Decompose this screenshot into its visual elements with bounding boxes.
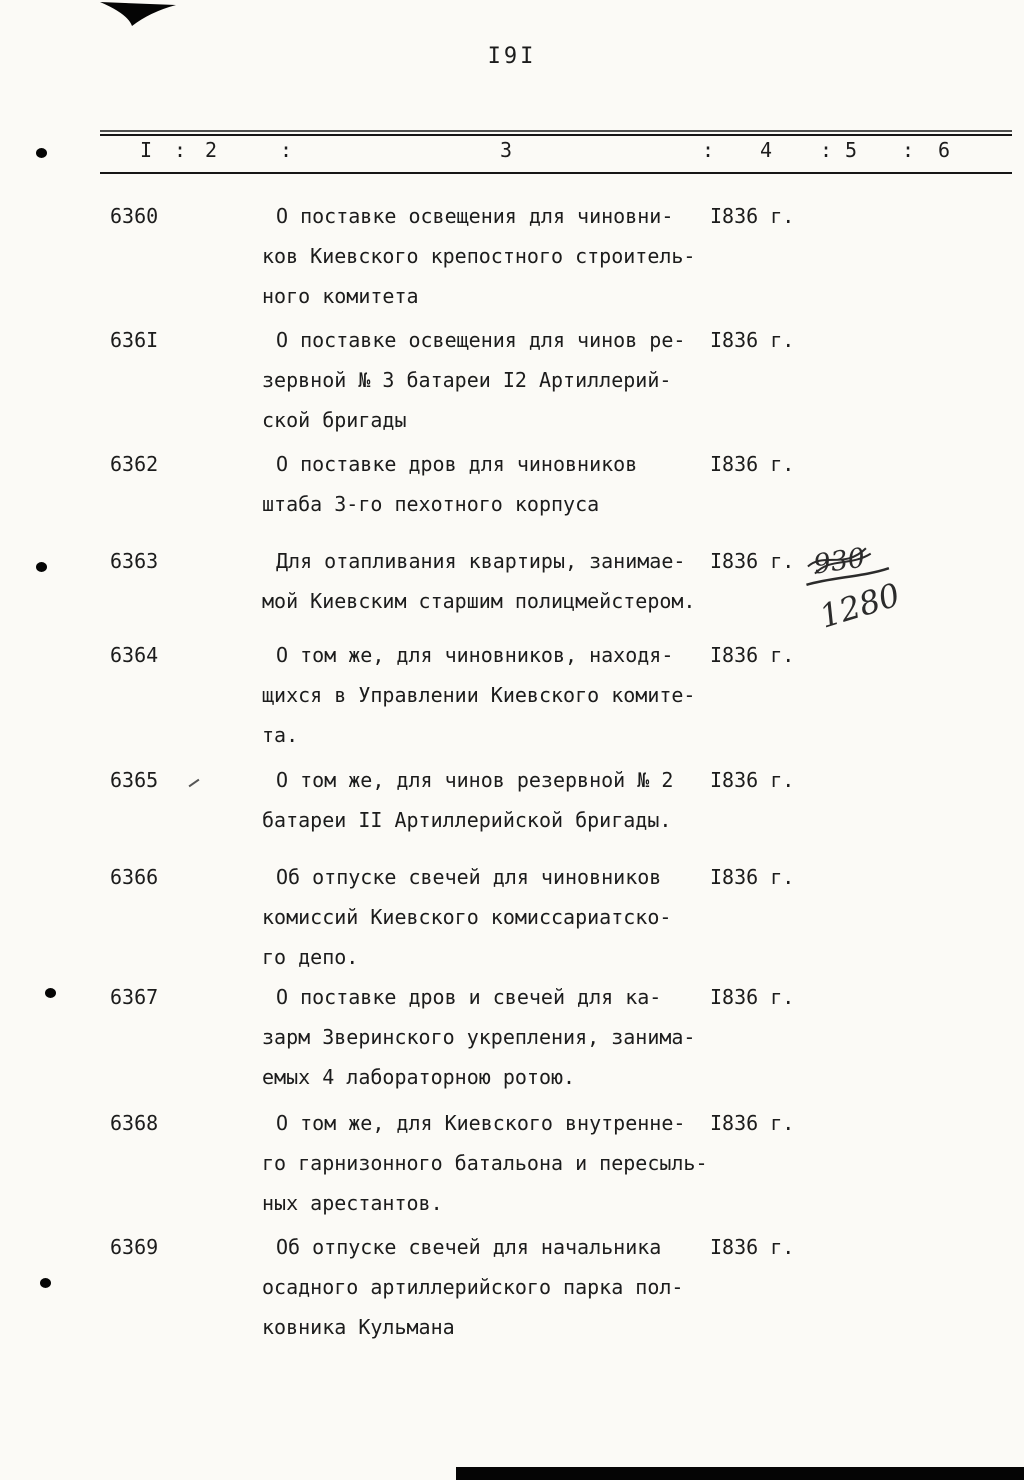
entry-year: I836 г.	[710, 768, 795, 792]
header-col-3: 3	[500, 138, 513, 162]
entry-number: 6363	[110, 549, 159, 573]
header-separator: :	[902, 138, 915, 162]
entry-row	[110, 1227, 795, 1347]
entry-number: 6369	[110, 1235, 159, 1259]
entry-row	[110, 977, 795, 1097]
entry-number: 6366	[110, 865, 159, 889]
header-separator: :	[820, 138, 833, 162]
entry-line: ного комитета	[262, 284, 419, 308]
entry-line: осадного артиллерийского парка пол-	[262, 1275, 684, 1299]
entry-row	[110, 196, 795, 316]
entry-line: О поставке освещения для чинов ре-	[276, 328, 686, 352]
margin-dot	[45, 988, 56, 998]
entry-description	[262, 320, 685, 440]
handwriting-icon	[800, 540, 960, 655]
entry-number: 6364	[110, 643, 159, 667]
entry-line: Для отапливания квартиры, занимае-	[276, 549, 686, 573]
entry-description	[262, 857, 671, 977]
entry-year: I836 г.	[710, 328, 795, 352]
entry-line: ных арестантов.	[262, 1191, 443, 1215]
header-col-5: 5	[845, 138, 858, 162]
entry-number: 6368	[110, 1111, 159, 1135]
header-col-4: 4	[760, 138, 773, 162]
entry-line: батареи II Артиллерийской бригады.	[262, 808, 672, 832]
entry-number: 6362	[110, 452, 159, 476]
table-rule-top	[100, 134, 1012, 136]
header-separator: :	[280, 138, 293, 162]
entry-line: штаба 3-го пехотного корпуса	[262, 492, 600, 516]
entry-line: комиссий Киевского комиссариатско-	[262, 905, 672, 929]
entry-row	[110, 857, 795, 977]
entry-line: О том же, для чиновников, находя-	[276, 643, 674, 667]
margin-dot	[36, 148, 47, 158]
entry-description	[262, 196, 695, 316]
header-col-6: 6	[938, 138, 951, 162]
entry-description	[262, 1227, 683, 1347]
header-col-2: 2	[205, 138, 218, 162]
margin-dot	[40, 1278, 51, 1288]
entry-line: ской бригады	[262, 408, 407, 432]
scan-artifact-bar	[456, 1467, 1024, 1480]
entry-line: емых 4 лабораторною ротою.	[262, 1065, 576, 1089]
entry-line: ков Киевского крепостного строитель-	[262, 244, 696, 268]
entry-line: го гарнизонного батальона и пересыль-	[262, 1151, 708, 1175]
header-separator: :	[702, 138, 715, 162]
annotation-crossed-number: 930	[811, 542, 867, 581]
entry-description	[262, 541, 695, 621]
entry-year: I836 г.	[710, 549, 795, 573]
entry-line: зарм Зверинского укрепления, занима-	[262, 1025, 696, 1049]
entry-line: Об отпуске свечей для чиновников	[276, 865, 662, 889]
entry-description	[262, 635, 695, 755]
margin-dot	[36, 562, 47, 572]
entry-line: та.	[262, 723, 299, 747]
table-rule-top	[100, 130, 1012, 132]
entry-line: О том же, для Киевского внутренне-	[276, 1111, 686, 1135]
entry-year: I836 г.	[710, 865, 795, 889]
entry-year: I836 г.	[710, 985, 795, 1009]
entry-row	[110, 444, 795, 524]
entry-description	[262, 444, 637, 524]
entry-line: О поставке дров для чиновников	[276, 452, 638, 476]
entry-row	[110, 320, 795, 440]
handwritten-annotation	[800, 540, 960, 659]
entry-description	[262, 1103, 708, 1223]
entry-row	[110, 1103, 795, 1223]
entry-line: О поставке дров и свечей для ка-	[276, 985, 662, 1009]
entry-line: ковника Кульмана	[262, 1315, 455, 1339]
entry-line: О поставке освещения для чиновни-	[276, 204, 674, 228]
entry-year: I836 г.	[710, 1111, 795, 1135]
scan-corner-mark	[100, 0, 180, 30]
annotation-written-number: 1280	[815, 575, 905, 636]
header-col-1: I	[140, 138, 153, 162]
entry-row	[110, 541, 795, 621]
entry-number: 6365	[110, 768, 159, 792]
entry-description	[262, 760, 673, 840]
header-separator: :	[174, 138, 187, 162]
table-rule-bottom	[100, 172, 1012, 174]
entry-year: I836 г.	[710, 452, 795, 476]
entry-line: го депо.	[262, 945, 359, 969]
entry-row	[110, 760, 795, 840]
page-number: I9I	[487, 44, 537, 69]
entry-line: О том же, для чинов резервной № 2	[276, 768, 674, 792]
table-header-row	[0, 138, 1024, 172]
entry-number: 6360	[110, 204, 159, 228]
entry-year: I836 г.	[710, 204, 795, 228]
entry-line: щихся в Управлении Киевского комите-	[262, 683, 696, 707]
entry-year: I836 г.	[710, 1235, 795, 1259]
entry-line: зервной № 3 батареи I2 Артиллерий-	[262, 368, 672, 392]
entry-description	[262, 977, 695, 1097]
entry-number: 6367	[110, 985, 159, 1009]
entry-year: I836 г.	[710, 643, 795, 667]
entry-row	[110, 635, 795, 755]
entry-line: мой Киевским старшим полицмейстером.	[262, 589, 696, 613]
entry-line: Об отпуске свечей для начальника	[276, 1235, 662, 1259]
entry-number: 636I	[110, 328, 159, 352]
